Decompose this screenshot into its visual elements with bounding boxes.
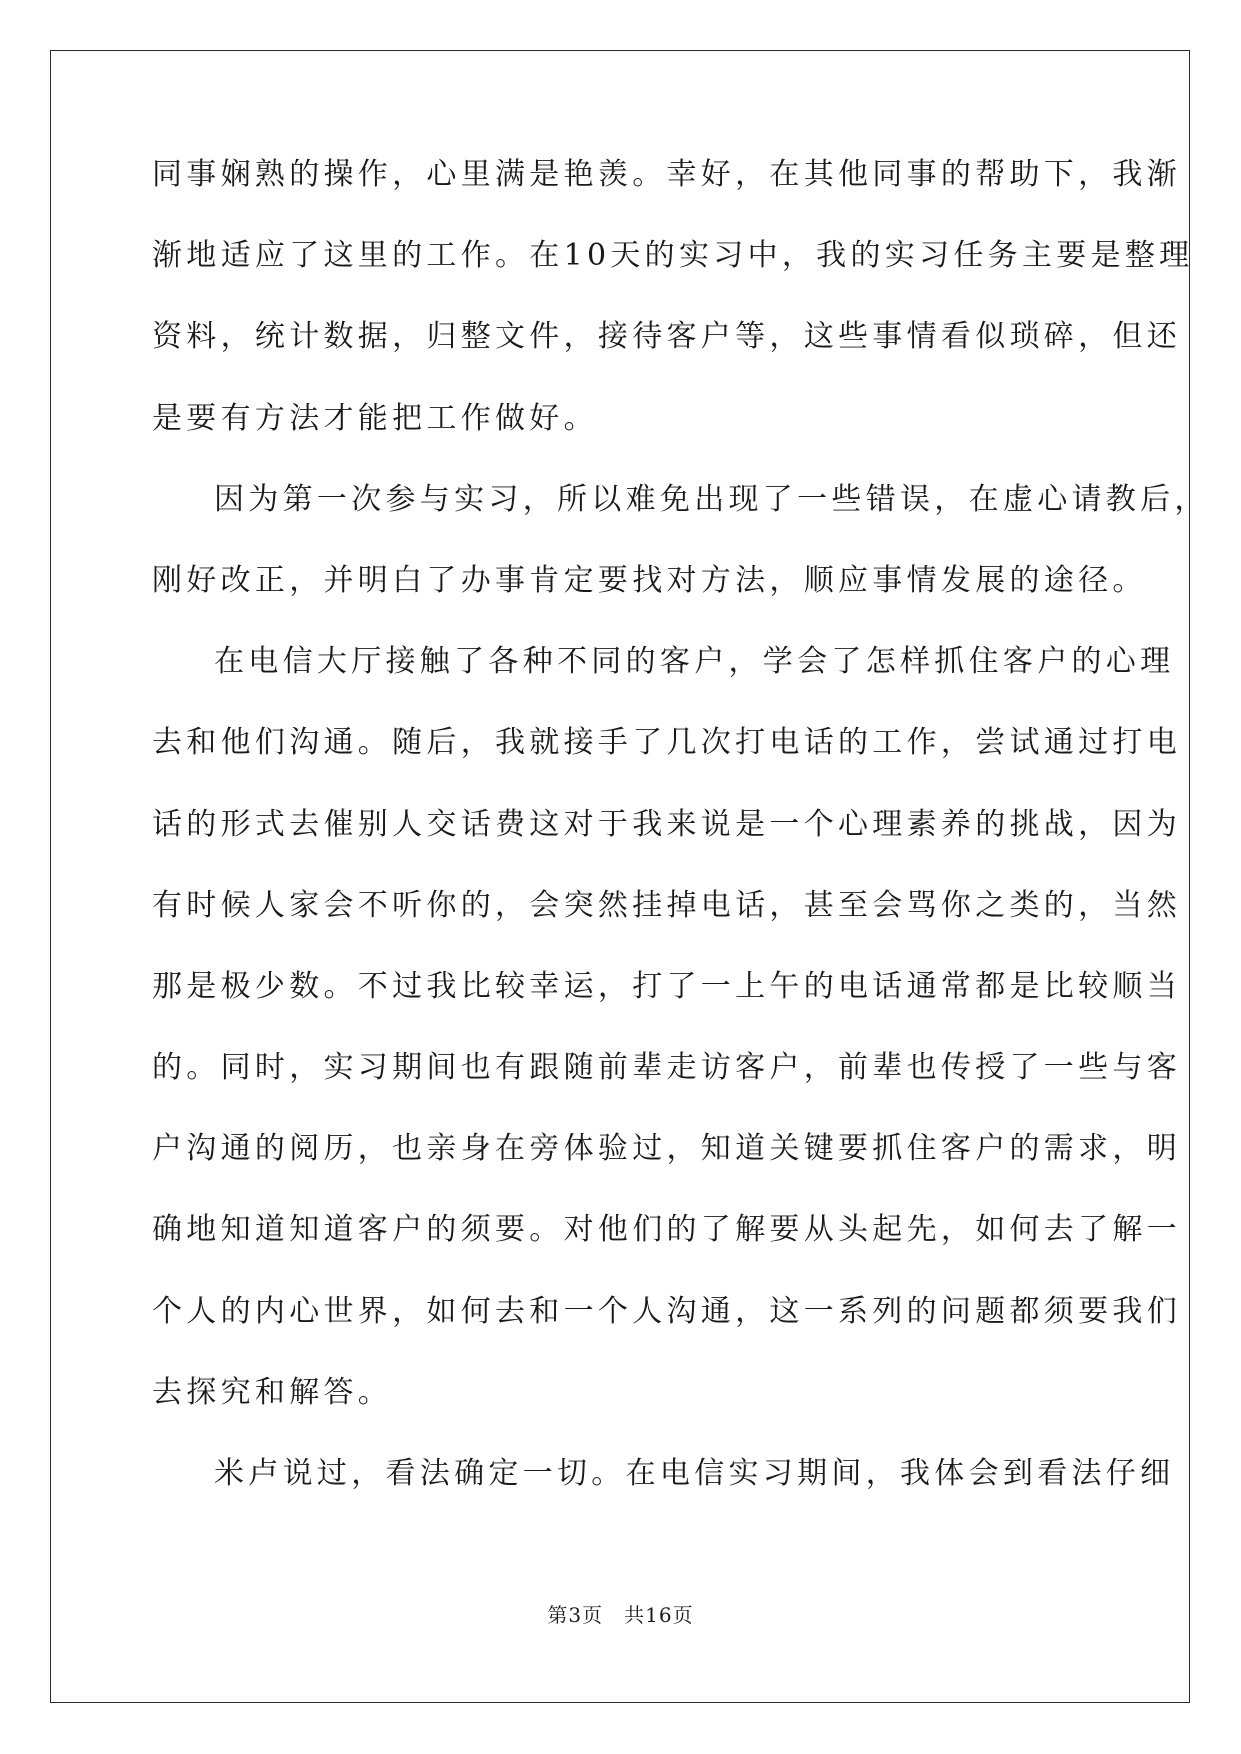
text-line: 有时候人家会不听你的，会突然挂掉电话，甚至会骂你之类的，当然 [152,887,1181,923]
text-line: 资料，统计数据，归整文件，接待客户等，这些事情看似琐碎，但还 [152,319,1181,355]
page-number-label: 第3页 共16页 [547,1603,694,1627]
text-line: 去探究和解答。 [152,1374,393,1410]
text-line: 同事娴熟的操作，心里满是艳羡。幸好，在其他同事的帮助下，我渐 [152,157,1181,192]
text-line: 刚好改正，并明白了办事肯定要找对方法，顺应事情发展的途径。 [152,562,1147,598]
paragraph-start-line: 米卢说过，看法确定一切。在电信实习期间，我体会到看法仔细 [214,1456,1175,1491]
text-line: 个人的内心世界，如何去和一个人沟通，这一系列的问题都须要我们 [152,1293,1181,1329]
text-line: 去和他们沟通。随后，我就接手了几次打电话的工作，尝试通过打电 [152,725,1181,761]
paragraph-start-line: 因为第一次参与实习，所以难免出现了一些错误，在虚心请教后， [214,481,1209,517]
text-line: 的。同时，实习期间也有跟随前辈走访客户，前辈也传授了一些与客 [152,1050,1181,1086]
text-line: 话的形式去催别人交话费这对于我来说是一个心理素养的挑战，因为 [152,806,1181,842]
document-body [152,157,1209,1540]
text-line: 户沟通的阅历，也亲身在旁体验过，知道关键要抓住客户的需求，明 [152,1131,1181,1167]
page-footer [0,1603,1241,1627]
paragraph-start-line: 在电信大厅接触了各种不同的客户，学会了怎样抓住客户的心理 [214,644,1175,680]
text-line: 是要有方法才能把工作做好。 [152,400,598,436]
text-line: 那是极少数。不过我比较幸运，打了一上午的电话通常都是比较顺当 [152,968,1181,1004]
text-line: 渐地适应了这里的工作。在10天的实习中，我的实习任务主要是整理 [152,238,1194,274]
text-line: 确地知道知道客户的须要。对他们的了解要从头起先，如何去了解一 [152,1212,1181,1248]
